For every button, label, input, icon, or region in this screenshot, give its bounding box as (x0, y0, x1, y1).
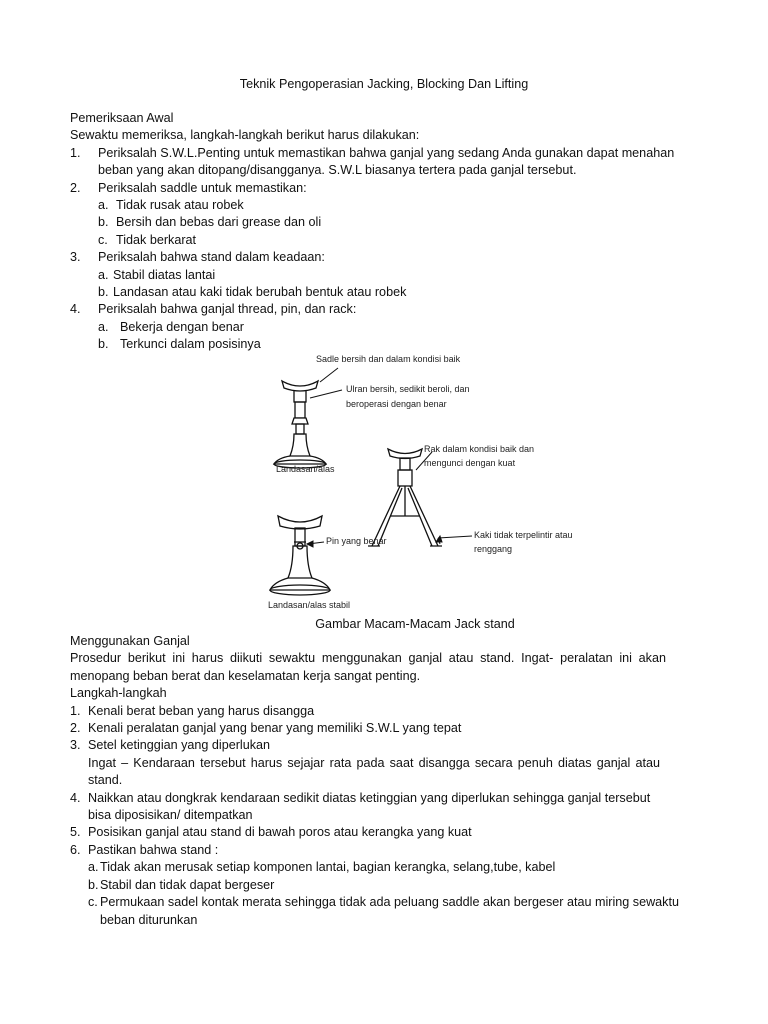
sub-list-item (70, 319, 690, 336)
list-item (70, 720, 690, 737)
figure-label-rack-2: mengunci dengan kuat (424, 458, 516, 468)
list-text: Kenali peralatan ganjal yang benar yang memiliki S.W.L yang tepat (88, 721, 462, 736)
section-heading: Pemeriksaan Awal (70, 111, 174, 125)
sub-list-letter: b. (98, 285, 109, 300)
sub-list-item (70, 197, 690, 214)
document-title: Teknik Pengoperasian Jacking, Blocking Dan Lifting (239, 77, 529, 91)
list-item (70, 301, 690, 318)
sub-list-text: Permukaan sadel kontak merata sehingga tidak ada peluang saddle akan bergeser atau miring sewaktu beban diturunkan (100, 895, 679, 927)
jack-stand-figure (260, 346, 590, 616)
list-item (70, 824, 690, 841)
sub-list-letter: b. (98, 337, 109, 352)
sub-list-letter: c. (88, 895, 98, 910)
sub-list-item (70, 214, 690, 231)
sub-list-letter: a. (98, 267, 109, 282)
sub-list-item (70, 859, 690, 876)
figure-label-rack: Rak dalam kondisi baik dan (424, 444, 535, 454)
sub-list-text: Stabil diatas lantai (113, 267, 216, 282)
sub-list-text: Stabil dan tidak dapat bergeser (100, 877, 275, 892)
list-item (70, 737, 690, 754)
sub-list-letter: a. (88, 860, 99, 875)
sub-list-item (70, 232, 690, 249)
sub-list-text: Tidak berkarat (116, 232, 197, 247)
sub-list-item (70, 877, 690, 894)
list-number: 2. (70, 180, 81, 195)
list-note (70, 755, 660, 790)
figure-label-thread: Ulran bersih, sedikit beroli, dan (346, 384, 470, 394)
sub-list-item (70, 284, 690, 301)
sub-list-text: Terkunci dalam posisinya (120, 337, 261, 352)
list-number: 5. (70, 825, 81, 840)
sub-list-text: Bersih dan bebas dari grease dan oli (116, 215, 322, 230)
note-text: Ingat – Kendaraan tersebut harus sejajar rata pada saat disangga secara penuh diatas ganjal atau stand. (88, 755, 660, 788)
figure-label-legs: Kaki tidak terpelintir atau (474, 530, 573, 540)
list-item (70, 249, 690, 266)
list-number: 3. (70, 738, 81, 753)
section-heading: Menggunakan Ganjal (70, 634, 190, 648)
sub-list-letter: a. (98, 319, 109, 334)
list-item (70, 180, 690, 197)
sub-list-text: Landasan atau kaki tidak berubah bentuk atau robek (113, 285, 407, 300)
steps-heading: Langkah-langkah (70, 686, 167, 701)
list-text: Kenali berat beban yang harus disangga (88, 703, 315, 718)
list-item (70, 703, 690, 720)
sub-list-letter: b. (98, 215, 109, 230)
figure-label-base-stable: Landasan/alas stabil (268, 600, 351, 610)
list-text: Posisikan ganjal atau stand di bawah poros atau kerangka yang kuat (88, 825, 472, 840)
sub-list-text: Tidak rusak atau robek (116, 198, 244, 213)
list-text: Periksalah bahwa ganjal thread, pin, dan rack: (98, 302, 357, 317)
section-intro: Sewaktu memeriksa, langkah-langkah berikut harus dilakukan: (70, 128, 420, 143)
list-number: 2. (70, 721, 81, 736)
sub-list-text: Bekerja dengan benar (120, 319, 244, 334)
section-intro: Prosedur berikut ini harus diikuti sewaktu menggunakan ganjal atau stand. Ingat- peralatan ini akan menopang beban berat dan keselamatan kerja sangat penting. (70, 651, 666, 683)
list-number: 1. (70, 703, 81, 718)
list-item (70, 145, 678, 180)
sub-list-letter: c. (98, 232, 108, 247)
sub-list-letter: a. (98, 198, 109, 213)
list-number: 3. (70, 250, 81, 265)
sub-list-letter: b. (88, 877, 99, 892)
figure-label-thread-2: beroperasi dengan benar (346, 399, 447, 409)
section-pemeriksaan-awal (70, 110, 690, 354)
list-item (70, 842, 690, 859)
list-text: Setel ketinggian yang diperlukan (88, 738, 271, 753)
list-item (70, 790, 676, 825)
section-menggunakan-ganjal (70, 633, 690, 929)
list-text: Pastikan bahwa stand : (88, 842, 219, 857)
list-text: Naikkan atau dongkrak kendaraan sedikit diatas ketinggian yang diperlukan sehingga ganjal tersebut bisa diposisikan/ ditempatkan (88, 790, 651, 823)
figure-label-legs-2: renggang (474, 544, 513, 554)
list-text: Periksalah bahwa stand dalam keadaan: (98, 250, 325, 265)
list-number: 4. (70, 790, 81, 805)
sub-list-item (70, 894, 684, 929)
figure-label-base: Landasan/alas (276, 464, 335, 474)
list-text: Periksalah S.W.L.Penting untuk memastikan bahwa ganjal yang sedang Anda gunakan dapat menahan beban yang akan ditopang/disangganya. S.W.L biasanya tertera pada ganjal tersebut. (98, 145, 675, 178)
figure-label-pin: Pin yang benar (326, 536, 387, 546)
list-number: 4. (70, 302, 81, 317)
figure-caption: Gambar Macam-Macam Jack stand (315, 617, 515, 631)
list-number: 6. (70, 842, 81, 857)
sub-list-text: Tidak akan merusak setiap komponen lantai, bagian kerangka, selang,tube, kabel (100, 860, 556, 875)
sub-list-item (70, 267, 690, 284)
list-text: Periksalah saddle untuk memastikan: (98, 180, 307, 195)
list-number: 1. (70, 145, 81, 160)
figure-label-saddle: Sadle bersih dan dalam kondisi baik (316, 354, 461, 364)
